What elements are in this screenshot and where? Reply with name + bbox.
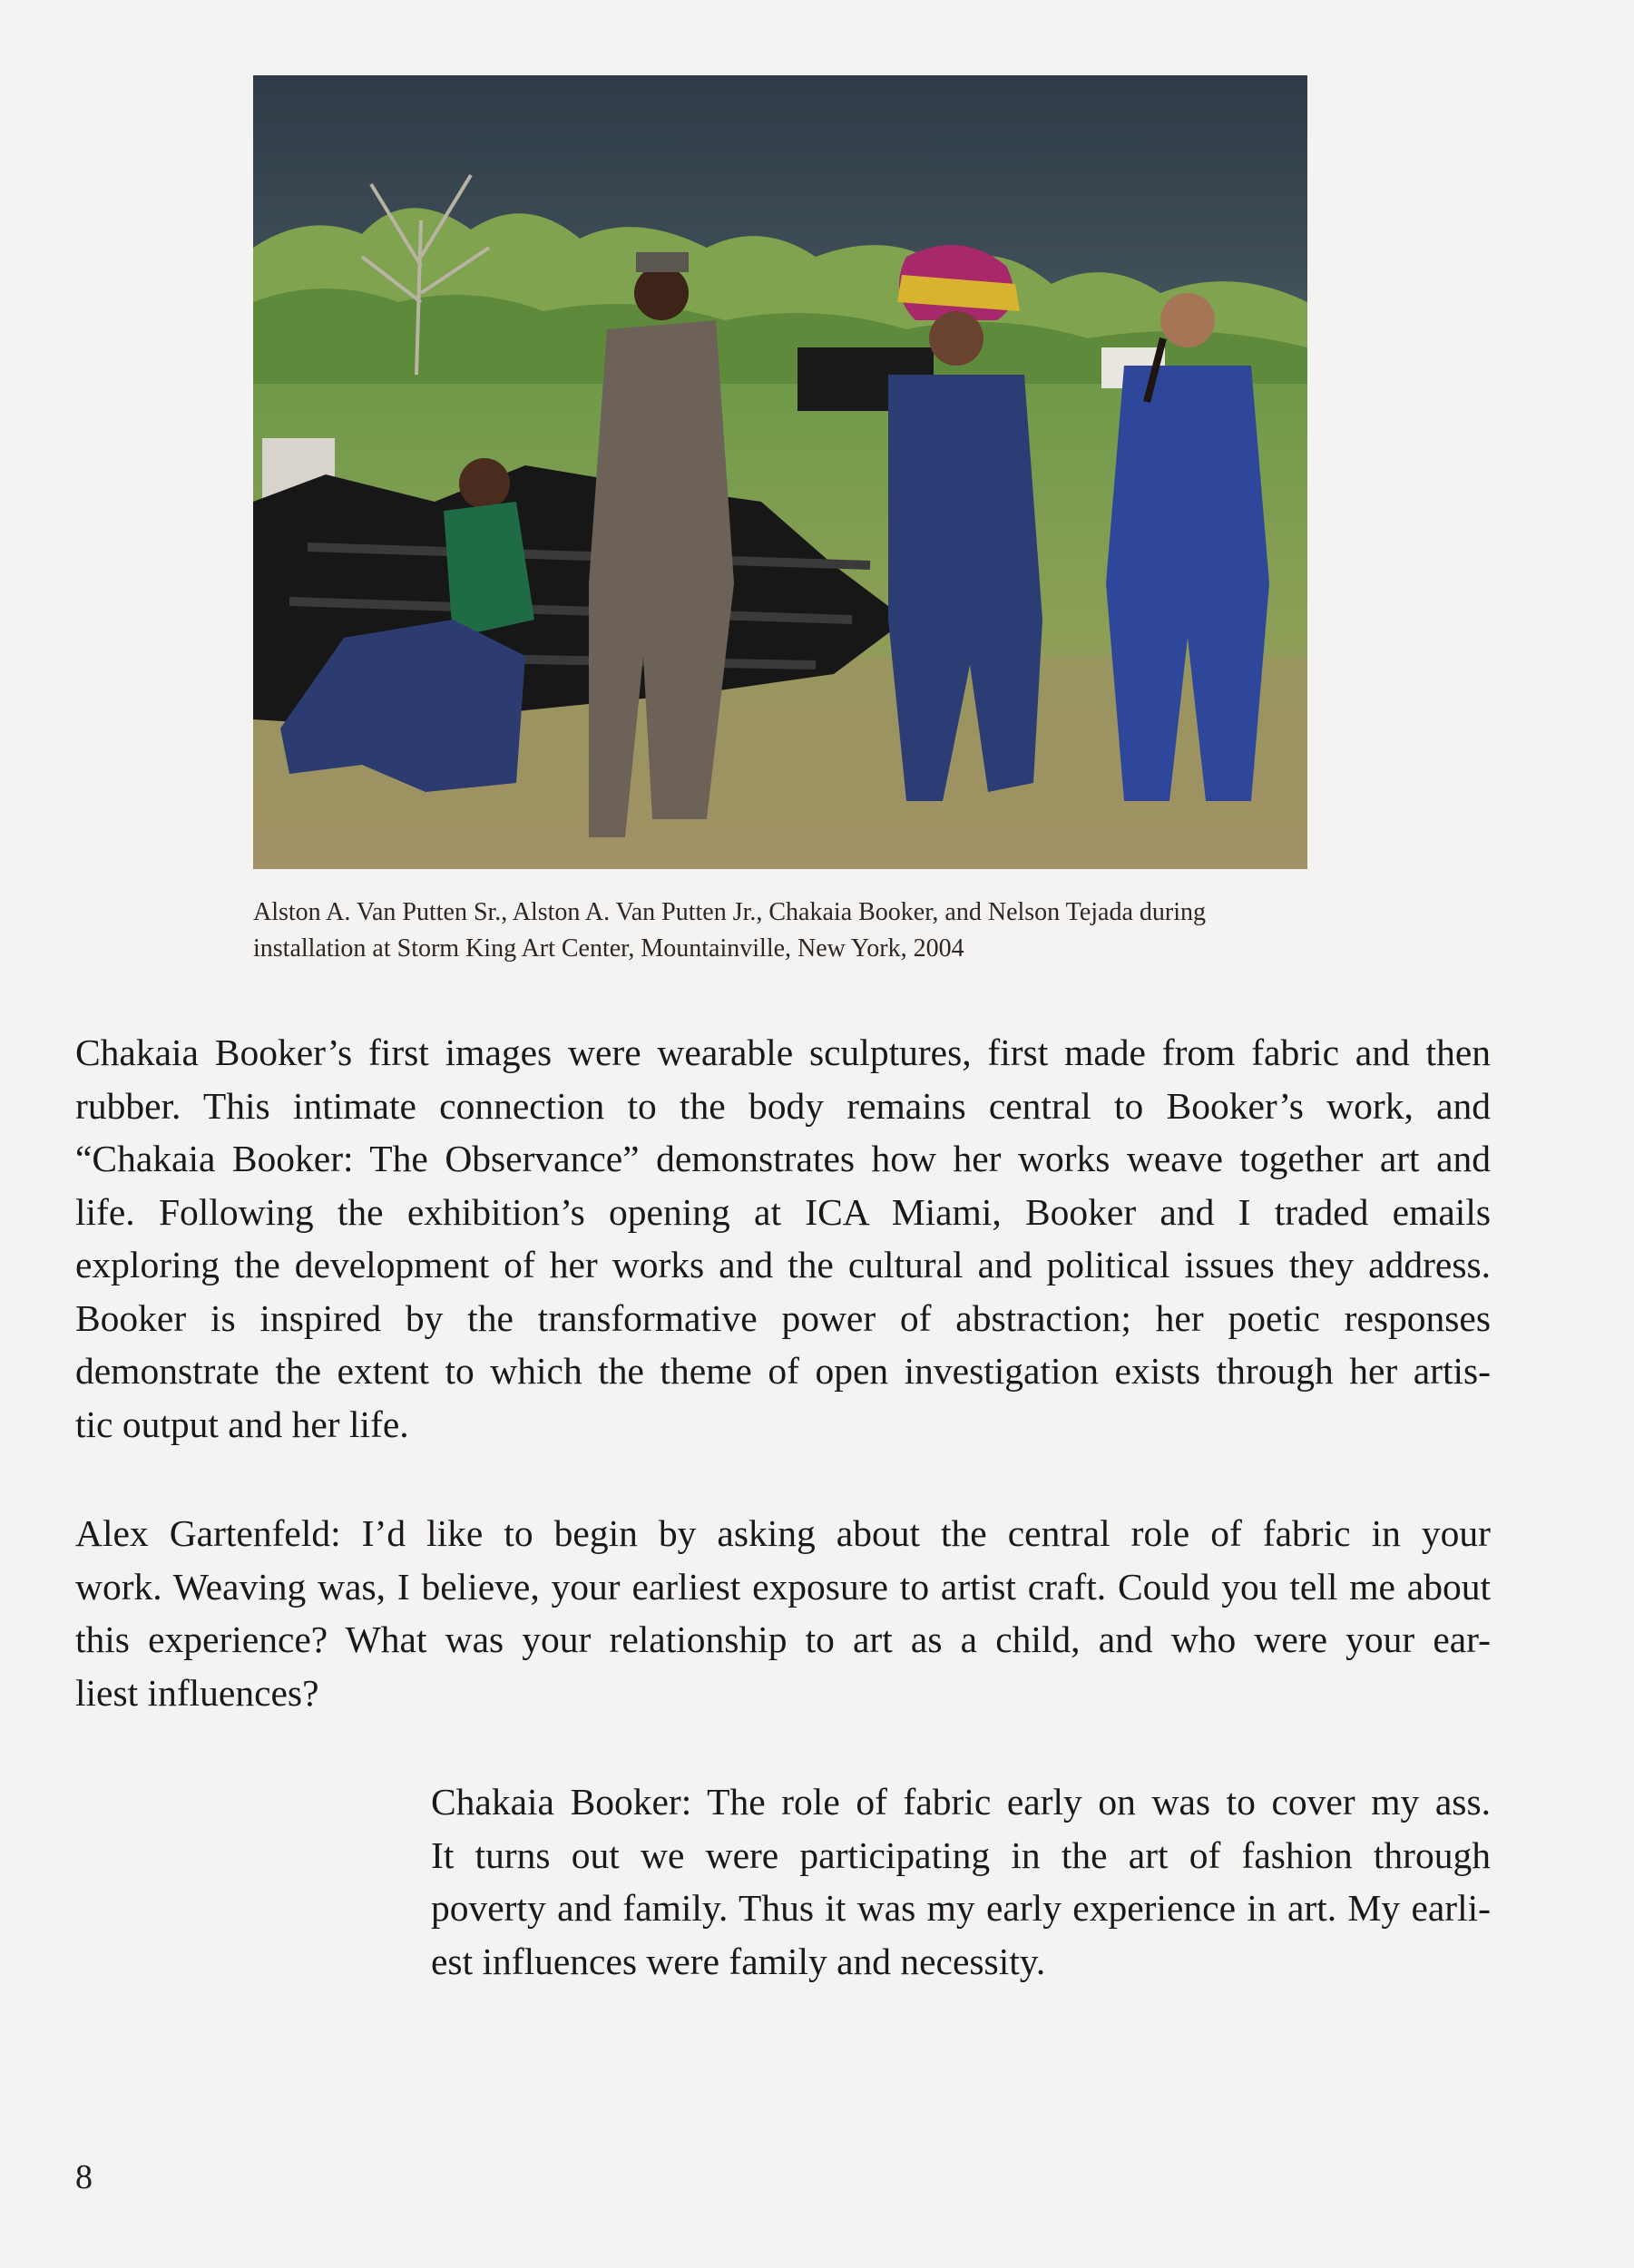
text-line: Chakaia Booker’s first images were wearable sculptures, first made from fabric and then bbox=[75, 1031, 1491, 1073]
text-line: exploring the development of her works and the cultural and political issues they address. bbox=[75, 1244, 1491, 1286]
text-line: “Chakaia Booker: The Observance” demonstrates how her works weave together art and bbox=[75, 1138, 1491, 1179]
text-line: liest influences? bbox=[75, 1671, 319, 1714]
installation-photo bbox=[253, 75, 1307, 869]
text-line: tic output and her life. bbox=[75, 1403, 409, 1445]
page-number: 8 bbox=[75, 2158, 93, 2196]
text-line: It turns out we were participating in the art of fashion through bbox=[431, 1833, 1491, 1876]
text-line: poverty and family. Thus it was my early experience in art. My earli- bbox=[431, 1887, 1491, 1929]
caption-line: Alston A. Van Putten Sr., Alston A. Van Putten Jr., Chakaia Booker, and Nelson Tejada during bbox=[253, 898, 1206, 926]
text-line: est influences were family and necessity. bbox=[431, 1940, 1046, 1982]
interview-answer bbox=[431, 1775, 1491, 1988]
text-line: work. Weaving was, I believe, your earliest exposure to artist craft. Could you tell me about bbox=[75, 1565, 1491, 1608]
photo-caption bbox=[253, 894, 1333, 967]
text-line: Chakaia Booker: The role of fabric early on was to cover my ass. bbox=[431, 1781, 1491, 1823]
text-line: Alex Gartenfeld: I’d like to begin by asking about the central role of fabric in your bbox=[75, 1512, 1491, 1554]
text-line: Booker is inspired by the transformative power of abstraction; her poetic responses bbox=[75, 1296, 1491, 1339]
text-line: life. Following the exhibition’s opening at ICA Miami, Booker and I traded emails bbox=[75, 1190, 1491, 1233]
text-line: this experience? What was your relationship to art as a child, and who were your ear- bbox=[75, 1618, 1491, 1660]
intro-paragraph bbox=[75, 1026, 1491, 1451]
text-line: rubber. This intimate connection to the body remains central to Booker’s work, and bbox=[75, 1084, 1491, 1127]
interview-question bbox=[75, 1507, 1491, 1719]
caption-line: installation at Storm King Art Center, Mountainville, New York, 2004 bbox=[253, 934, 964, 963]
text-line: demonstrate the extent to which the theme of open investigation exists through her artis- bbox=[75, 1350, 1491, 1392]
